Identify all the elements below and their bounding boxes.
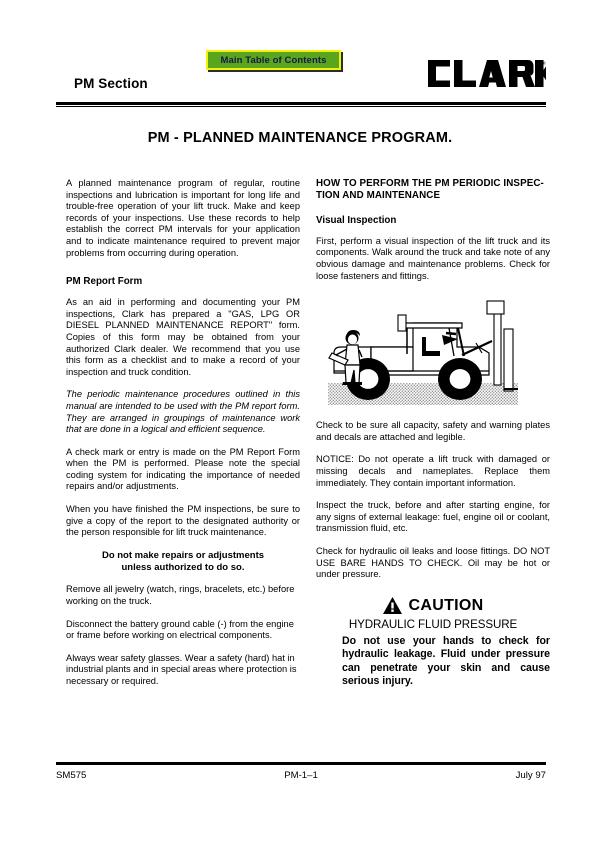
finished-inspections-paragraph: When you have finished the PM inspections, be sure to give a copy of the report to the designated authority or the person responsible for lift truck maintenance.: [66, 504, 300, 538]
caution-header: [316, 597, 550, 615]
check-mark-paragraph: A check mark or entry is made on the PM Report Form when the PM is performed. Please note the special coding system for indicating the importance of needed repairs and/or adjustments.: [66, 446, 300, 492]
caution-word: CAUTION: [408, 596, 484, 614]
pm-report-form-heading: PM Report Form: [66, 276, 143, 288]
clark-logo: [426, 58, 546, 88]
external-leakage-paragraph: Inspect the truck, before and after starting engine, for any signs of external leakage: fuel, engine oil or coolant, transmission fluid, etc.: [316, 500, 550, 534]
do-not-make-repairs-warning: [66, 550, 300, 574]
capacity-plates-paragraph: Check to be sure all capacity, safety and warning plates and decals are attached and legible.: [316, 420, 550, 442]
warning-triangle-icon: [383, 597, 402, 614]
warning-line-1: Do not make repairs or adjustments: [101, 549, 265, 561]
notice-paragraph: NOTICE: Do not operate a lift truck with damaged or missing decals and nameplates. Replace them immediately. They contain important information.: [316, 454, 550, 488]
how-to-perform-heading: HOW TO PERFORM THE PM PERIODIC INSPEC- TION AND MAINTENANCE: [316, 178, 544, 202]
hydraulic-leaks-paragraph: Check for hydraulic oil leaks and loose fittings. DO NOT USE BARE HANDS TO CHECK. Oil may be hot or under pressure.: [316, 545, 550, 580]
warning-line-2: unless authorized to do so.: [121, 561, 245, 573]
visual-inspection-heading: Visual Inspection: [316, 214, 397, 226]
intro-paragraph: A planned maintenance program of regular, routine inspections and lubrication is important for long life and trouble-free operation of your lift truck. Make and keep records of your inspections. Use these records to help establish the correct PM intervals for your application and to indicate maintenance required to prevent major problems from occurring during operation.: [66, 178, 300, 258]
registered-trademark-icon: ®: [542, 61, 546, 66]
right-column: [316, 178, 550, 688]
inspector-figure: [329, 330, 362, 385]
page-title: PM - PLANNED MAINTENANCE PROGRAM.: [147, 130, 453, 146]
page-footer: [56, 770, 546, 786]
header-divider-rule: [56, 102, 546, 107]
forklift-illustration: [316, 293, 550, 411]
pm-report-form-paragraph: As an aid in performing and documenting your PM inspections, Clark has prepared a "GAS, LPG OR DIESEL PLANNED MAINTENANCE REPORT" form. Copies of this form may be obtained from your authorized Clark dealer. We recommend that you use this form as a checklist and to make a record of your inspection and truck condition.: [66, 297, 300, 377]
caution-block: [316, 597, 550, 689]
footer-divider-rule: [56, 762, 546, 765]
main-table-of-contents-button[interactable]: [206, 50, 341, 70]
header-rule-thick: [56, 102, 546, 105]
footer-manual-number: SM575: [56, 770, 87, 781]
header-rule-thin: [56, 106, 546, 107]
footer-date: July 97: [515, 770, 546, 781]
safety-glasses-paragraph: Always wear safety glasses. Wear a safety (hard) hat in industrial plants and in special areas where protection is necessary or required.: [66, 652, 297, 686]
visual-inspection-paragraph: First, perform a visual inspection of the lift truck and its components. Walk around the truck and take note of any obvious damage and maintenance problems. Check for loose fasteners and fittings.: [316, 235, 550, 281]
caution-body-text: Do not use your hands to check for hydraulic leakage. Fluid under pressure can penetrate your skin and cause serious injury.: [342, 634, 550, 687]
pm-section-label: PM Section: [74, 76, 148, 91]
battery-cable-paragraph: Disconnect the battery ground cable (-) from the engine or frame before working on electrical components.: [66, 618, 294, 641]
jewelry-paragraph: Remove all jewelry (watch, rings, bracelets, etc.) before working on the truck.: [66, 584, 295, 607]
footer-page-number: PM-1–1: [284, 770, 318, 781]
page-header: [56, 44, 546, 96]
left-column: [66, 178, 300, 688]
periodic-procedures-paragraph: The periodic maintenance procedures outlined in this manual are intended to be used with the PM report form. They are arranged in groupings of maintenance work that are done in a logical and efficient sequence.: [66, 389, 300, 435]
caution-subtitle: HYDRAULIC FLUID PRESSURE: [348, 617, 518, 631]
main-table-of-contents-label: Main Table of Contents: [220, 54, 327, 66]
